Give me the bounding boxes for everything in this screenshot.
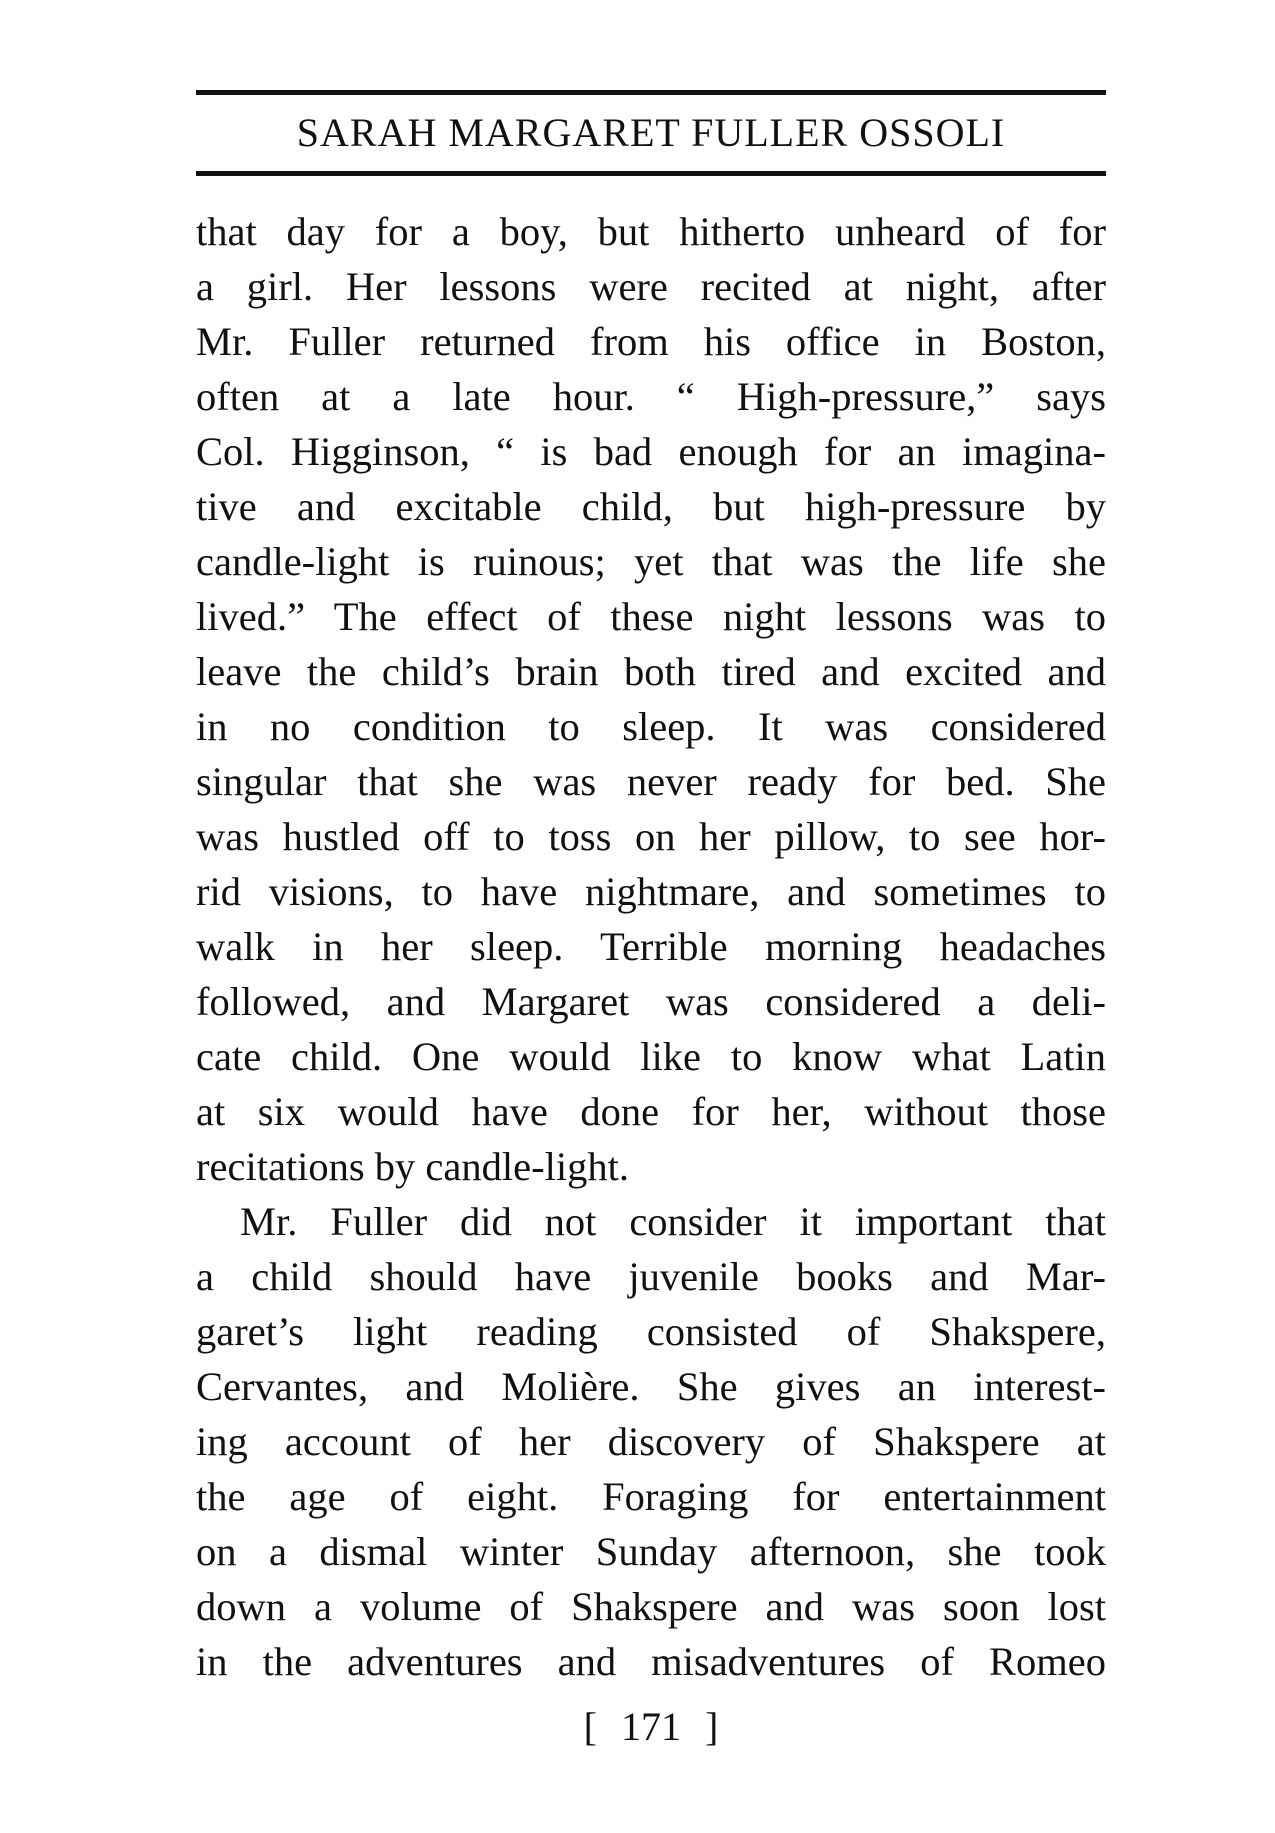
text-line: garet’s light reading consisted of Shakspere, [196,1309,1106,1354]
text-line: in no condition to sleep. It was considered [196,704,1106,749]
text-line: in the adventures and misadventures of Romeo [196,1639,1106,1684]
paragraph-2 [196,1194,1106,1689]
text-line: the age of eight. Foraging for entertainment [196,1474,1106,1519]
text-line: recitations by candle-light. [196,1144,629,1189]
body-text [196,204,1106,1689]
text-line: down a volume of Shakspere and was soon lost [196,1584,1106,1629]
text-line: walk in her sleep. Terrible morning headaches [196,924,1106,969]
text-line: a child should have juvenile books and Mar- [196,1254,1106,1299]
book-page [196,90,1106,1755]
text-line: Col. Higginson, “ is bad enough for an imagina- [196,429,1106,474]
text-line: a girl. Her lessons were recited at night, after [196,264,1106,309]
text-line: singular that she was never ready for bed. She [196,759,1106,804]
page-number: [ 171 ] [583,1704,719,1749]
text-line: leave the child’s brain both tired and excited and [196,649,1106,694]
text-line: rid visions, to have nightmare, and sometimes to [196,869,1106,914]
running-head: SARAH MARGARET FULLER OSSOLI [296,110,1006,155]
text-line: cate child. One would like to know what Latin [196,1034,1106,1079]
text-line: Mr. Fuller returned from his office in Boston, [196,319,1106,364]
text-line: that day for a boy, but hitherto unheard of for [196,209,1106,254]
text-line: at six would have done for her, without those [196,1089,1106,1134]
text-line: Cervantes, and Molière. She gives an interest- [196,1364,1106,1409]
text-line: was hustled off to toss on her pillow, to see hor- [196,814,1106,859]
header-rule-bottom [196,171,1106,176]
text-line: often at a late hour. “ High-pressure,” says [196,374,1106,419]
paragraph-1 [196,204,1106,1194]
text-line: tive and excitable child, but high-pressure by [196,484,1106,529]
text-line: lived.” The effect of these night lessons was to [196,594,1106,639]
text-line: followed, and Margaret was considered a deli- [196,979,1106,1024]
header-rule-top [196,90,1106,95]
text-line: ing account of her discovery of Shakspere at [196,1419,1106,1464]
text-line: on a dismal winter Sunday afternoon, she took [196,1529,1106,1574]
text-line: Mr. Fuller did not consider it important that [240,1199,1106,1244]
text-line: candle-light is ruinous; yet that was the life she [196,539,1106,584]
